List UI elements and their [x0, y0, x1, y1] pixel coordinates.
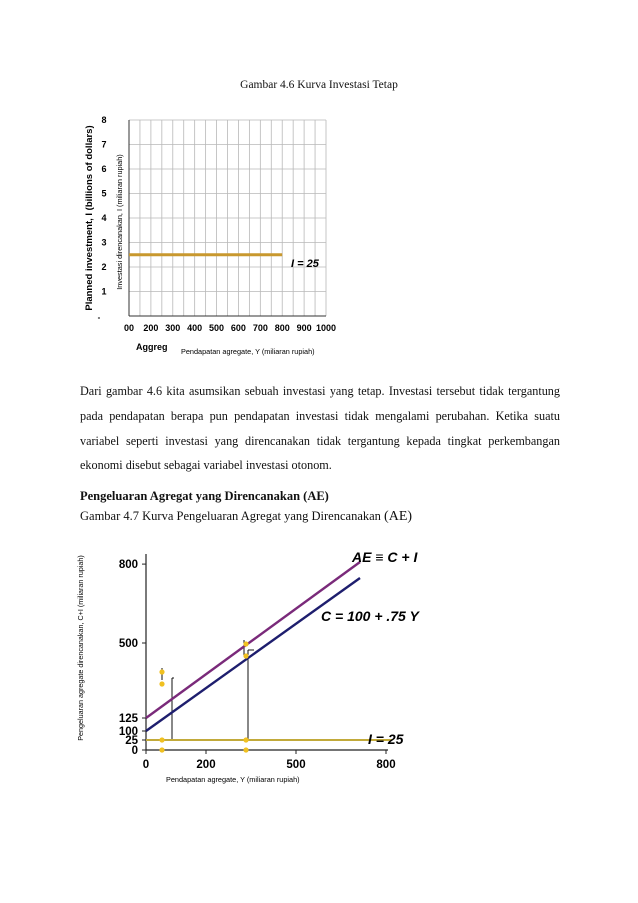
- grid-lines: [129, 120, 326, 316]
- y-tick-label: 1: [101, 286, 107, 297]
- y-tick-label: 6: [101, 164, 107, 174]
- y-axis-label-indonesian: Investasi direncanakan, I (miliaran rupiah): [115, 154, 124, 290]
- consumption-line: [146, 578, 360, 731]
- x-tick-label: 800: [376, 759, 396, 771]
- y-tick-label: 7: [101, 139, 107, 150]
- y-tick-label: 100: [118, 726, 138, 738]
- x-tick-label: 200: [143, 323, 159, 333]
- point-marker: [243, 747, 248, 752]
- y-axis-label-english: Planned investment, I (billions of dollars): [84, 125, 95, 311]
- y-tick-label: 8: [101, 115, 107, 125]
- figure-4-7-chart: [70, 540, 420, 795]
- consumption-line-label: C = 100 + .75 Y: [321, 608, 419, 624]
- guide-lines: [162, 640, 254, 740]
- y-tick-label: 800: [118, 559, 138, 572]
- point-marker: [159, 669, 164, 674]
- x-tick-label: 1000: [315, 323, 337, 333]
- x-axis-label-indonesian: Pendapatan agregate, Y (miliaran rupiah): [181, 347, 315, 356]
- x-tick-label: 200: [196, 759, 216, 771]
- body-paragraph: Dari gambar 4.6 kita asumsikan sebuah investasi yang tetap. Investasi tersebut tidak tergantung pada pendapatan berapa pun pendapatan investasi tidak mengalami perubahan. Ketika suatu variabel seperti investasi yang direncanakan tidak tergantung kepada tingkat perkembangan ekonomi disebut sebagai variabel investasi otonom.: [80, 384, 560, 473]
- x-tick-label: 800: [274, 323, 290, 333]
- y-dash-tick: -: [97, 313, 101, 322]
- y-axis-label: Pengeluaran agregate direncanakan, C+I (miliaran rupiah): [76, 555, 85, 741]
- point-marker: [243, 653, 248, 658]
- aggregate-expenditure-line: [146, 562, 360, 718]
- figure-4-6-chart: [78, 110, 378, 360]
- y-tick-label: 5: [101, 188, 107, 199]
- investment-line-label: I = 25: [368, 731, 404, 747]
- x-tick-label: 700: [252, 323, 268, 333]
- x-tick-label: 400: [187, 323, 203, 333]
- y-tick-label: 4: [101, 213, 107, 223]
- figure-caption-4-7-ae: (AE): [384, 509, 413, 524]
- figure-caption-4-7-main: Gambar 4.7 Kurva Pengeluaran Agregat yang Direncanakan: [80, 509, 385, 523]
- x-tick-label: 0: [142, 759, 150, 771]
- x-tick-label: 500: [209, 323, 225, 333]
- x-tick-label: 00: [123, 323, 135, 333]
- x-axis-label-english-clipped: Aggreg: [136, 342, 168, 352]
- figure-caption-4-7: [80, 509, 412, 525]
- x-tick-label: 900: [296, 323, 312, 333]
- y-tick-label: 500: [118, 638, 138, 650]
- y-tick-label: 0: [131, 745, 138, 757]
- x-tick-label: 600: [230, 323, 246, 333]
- x-tick-label: 300: [165, 323, 181, 333]
- investment-line-label: I = 25: [291, 258, 319, 270]
- y-tick-label: 3: [101, 237, 107, 248]
- x-tick-label: 500: [286, 759, 306, 771]
- y-tick-label: 125: [118, 713, 138, 725]
- point-marker: [159, 737, 164, 742]
- ae-line-label: AE ≡ C + I: [352, 549, 418, 565]
- x-tick-labels: [124, 323, 336, 333]
- point-marker: [159, 681, 164, 686]
- y-tick-label: 25: [125, 735, 138, 747]
- section-heading: Pengeluaran Agregat yang Direncanakan (AE): [80, 489, 329, 503]
- figure-caption-4-6: Gambar 4.6 Kurva Investasi Tetap: [240, 79, 398, 91]
- x-axis-label: Pendapatan agregate, Y (miliaran rupiah): [166, 775, 300, 784]
- point-marker: [159, 747, 164, 752]
- point-marker: [243, 641, 248, 646]
- y-tick-label: 2: [101, 262, 107, 272]
- point-marker: [243, 737, 248, 742]
- y-tick-labels: [101, 115, 106, 297]
